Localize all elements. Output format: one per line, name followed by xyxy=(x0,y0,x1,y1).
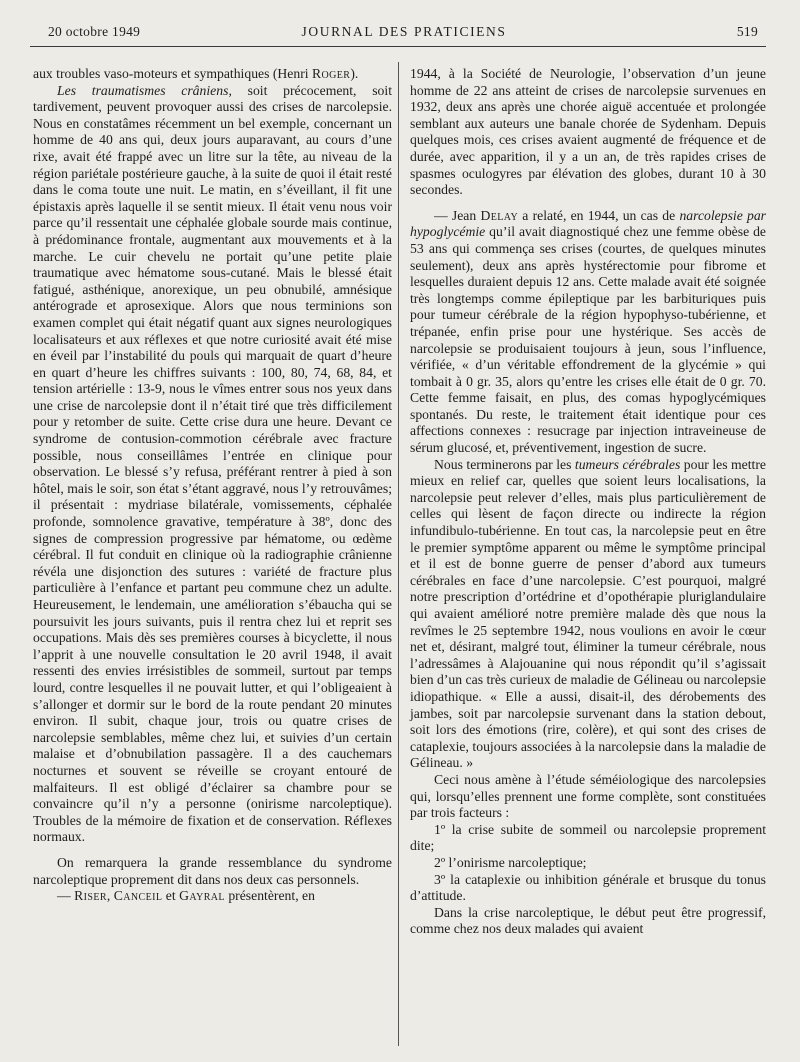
left-p4-sep2: et xyxy=(162,888,180,904)
author-canceil: Canceil xyxy=(113,888,163,904)
section-term-tumeurs: tumeurs cérébrales xyxy=(574,456,681,472)
header-rule xyxy=(30,46,766,47)
left-column xyxy=(33,66,392,905)
right-p3-text: Nous terminerons par les xyxy=(434,456,575,472)
right-p2-text: a relaté, en 1944, un cas de xyxy=(518,207,680,223)
left-p2-body: , soit précocement, soit tardivement, peuvent provoquer aussi des crises de narcolepsie. Nous en constatâmes récemment un bel exemple, concernant un homme de 40 ans qui, deux jours auparavant, au cours d’une rixe, avait été frappé avec un litre sur la tête, au niveau de la région pariétale postérieure gauche, à la suite de quoi il était resté dans le coma toute une nuit. Le matin, en s’éveillant, il fit une épistaxis après laquelle il se sentit mieux. Il était venu nous voir parce qu’il ressentait une céphalée globale sourde mais continue, à prédominance frontale, augmentant aux mouvements et à la marche. Le cuir chevelu ne portait qu’une petite plaie traumatique avec hématome sous-cutané. Mais le blessé était fatigué, asthénique, anorexique, un peu obnubilé, amnésique antérograde et aprosexique. Alors que nous terminions son examen complet qui était négatif quant aux signes neurologiques localisateurs et aux réflexes et que notre curiosité avait été mise en éveil par l’instabilité du pouls qui marquait de quart d’heure en quart d’heure les chiffres suivants : 100, 80, 74, 68, 84, et tension artérielle : 13-9, nous le vîmes entrer sous nos yeux dans une crise de narcolepsie dont il n’était tiré que très difficilement pour y retomber de suite. Cette crise dura une heure. Devant ce syndrome de contusion-commotion cérébrale avec fracture possible, nous conseillâmes l’entrée en clinique pour observation. Le blessé s’y refusa, préférant rentrer à pied à son hôtel, mais le soir, son état s’étant aggravé, nous l’y retrouvâmes; il présentait : mydriase bilatérale, vomissements, céphalée profonde, somnolence gravative, température à 38º, donc des signes de compression progressive par hématome, ou œdème cérébral. Il fut conduit en clinique où la radiographie crânienne révéla une disjonction des sutures : variété de fracture plus particulière à l’enfance et partant peu commune chez un adulte. Heureusement, le lendemain, une amélioration s’ébaucha qui se poursuivit les jours suivants, puis il rentra chez lui et reprit ses occupations. Mais dès ses premières courses à bicyclette, il nous l’apprit à une nouvelle consultation le 20 avril 1948, il avait ressenti des envies irrésistibles de sommeil, surtout par temps lourd, contre lesquelles il ne pouvait lutter, et qui l’obligeaient à s’allonger et dormir sur le bord de la route pendant 20 minutes environ. Il subit, chaque jour, trois ou quatre crises de narcolepsie semblables, même chez lui, et suivies d’un certain malaise et d’obnubilation passagère. Il a des cauchemars nocturnes et souvent se réveille se croyant entouré de malfaiteurs. Il est obligé d’éclairer sa chambre pour se convaincre qu’il n’y a personne (onirisme narcoleptique). Troubles de la mémoire de fixation et de conservation. Réflexes normaux. xyxy=(33,82,393,845)
list-item-2: 2º l’onirisme narcoleptique; xyxy=(434,854,587,870)
left-paragraph-traumatismes xyxy=(33,83,392,846)
author-gayral: Gayral xyxy=(179,888,225,904)
left-p1-text: aux troubles vaso-moteurs et sympathiques (Henri xyxy=(33,66,313,81)
header-journal-title: JOURNAL DES PRATICIENS xyxy=(301,24,507,39)
author-riser: Riser xyxy=(74,888,107,904)
right-paragraph-tumeurs xyxy=(410,457,766,772)
section-term-traumatismes: Les traumatismes crâniens xyxy=(57,82,229,98)
author-delay: Delay xyxy=(480,207,519,223)
right-p2-body: qu’il avait diagnostiqué chez une femme obèse de 53 ans qui commença ses crises (courtes, de quelques minutes seulement), deux ans après hystérectomie pour fibrome et lesquelles duraient depuis 12 ans. Cette malade avait été soignée très longtemps comme épileptique par les barbituriques puis pour tumeur cérébrale de la région hypophyso-tubérienne, et trépanée, enfin prise pour une hystérique. Ses accès de narcolepsie se produisaient toujours à jeun, sous l’influence, vérifiée, « d’un véritable effondrement de la glycémie » qui tombait à 0 gr. 35, alors qu’entre les crises elle était de 0 gr. 70. Cette femme faisait, en plus, des comas hypoglycémiques spontanés. Du reste, le traitement était identique pour ces affections connexes : resucrage par injection intraveineuse de sérum glucosé, et, préventivement, ingestion de sucre. xyxy=(410,224,766,456)
author-roger: Roger xyxy=(312,66,351,81)
right-paragraph-crise: Dans la crise narcoleptique, le début peut être progressif, comme chez nos deux malades qui avaient xyxy=(410,904,766,937)
column-divider xyxy=(398,62,399,1046)
left-p4-end: présentèrent, en xyxy=(224,888,315,904)
left-p1-end: ). xyxy=(350,66,359,81)
left-paragraph-1 xyxy=(33,66,392,83)
header-date: 20 octobre 1949 xyxy=(48,24,141,39)
right-paragraph-1: 1944, à la Société de Neurologie, l’observation d’un jeune homme de 22 ans atteint de crises de narcolepsie survenues en 1932, deux ans après une chorée aiguë accentuée et prolongée semblant aux auteurs une banale chorée de Sydenham. Depuis quelques mois, ces crises avaient augmenté de fréquence et de durée, avec apparition, il y a un an, de très rapides crises de spasmes oculogyres par élévation des globes, durant 10 à 30 secondes. xyxy=(410,66,766,198)
right-paragraph-delay xyxy=(410,208,766,457)
right-paragraph-semeiologie: Ceci nous amène à l’étude séméiologique des narcolepsies qui, lorsqu’elles prennent une forme complète, sont constituées par trois facteurs : xyxy=(410,771,766,821)
right-p3-body: pour les mettre mieux en relief car, quelles que soient leurs localisations, la narcolepsie peut relever d’elles, mais plus particulièrement de celles qui lèsent de façon directe ou indirecte la région infundibulo-tubérienne. En tout cas, la narcolepsie peut en être le premier symptôme apparent ou même le symptôme principal et il est de bonne guerre de penser d’abord aux tumeurs cérébrales en face d’une narcolepsie. C’est pourquoi, malgré notre prescription d’ortédrine et d’opothérapie pluriglandulaire qui avaient amélioré notre première malade dès que nous la revîmes le 25 septembre 1942, nous voulions en avoir le cœur net et, désirant, malgré tout, éliminer la tumeur cérébrale, nous l’adressâmes à Alajouanine qui nous répondit qu’il s’agissait bien d’un cas très curieux de maladie de Gélineau ou narcolepsie idiopathique. « Elle a aussi, disait-il, des dérobements des jambes, soit par narcolepsie survenant dans la station debout, soit lors des émotions (rire, colère), et qui sont des crises de cataplexie, toujours associées à la narcolepsie dans la maladie de Gélineau. » xyxy=(410,456,766,771)
left-p4-dash: — xyxy=(57,888,75,904)
section-term-hypoglycemie: narcolepsie par hypoglycémie xyxy=(410,207,767,240)
right-column xyxy=(410,66,766,938)
left-p4-sep1: , xyxy=(106,888,114,904)
left-paragraph-remarque: On remarquera la grande ressemblance du syndrome narcoleptique proprement dit dans nos deux cas personnels. xyxy=(33,854,392,887)
header-page-number: 519 xyxy=(736,24,758,39)
right-p2-dash: — Jean xyxy=(434,207,481,223)
list-item-1: 1º la crise subite de sommeil ou narcolepsie proprement dite; xyxy=(410,821,766,854)
list-item-3: 3º la cataplexie ou inhibition générale et brusque du tonus d’attitude. xyxy=(410,871,766,904)
running-header xyxy=(48,22,760,44)
left-paragraph-riser xyxy=(33,888,392,905)
